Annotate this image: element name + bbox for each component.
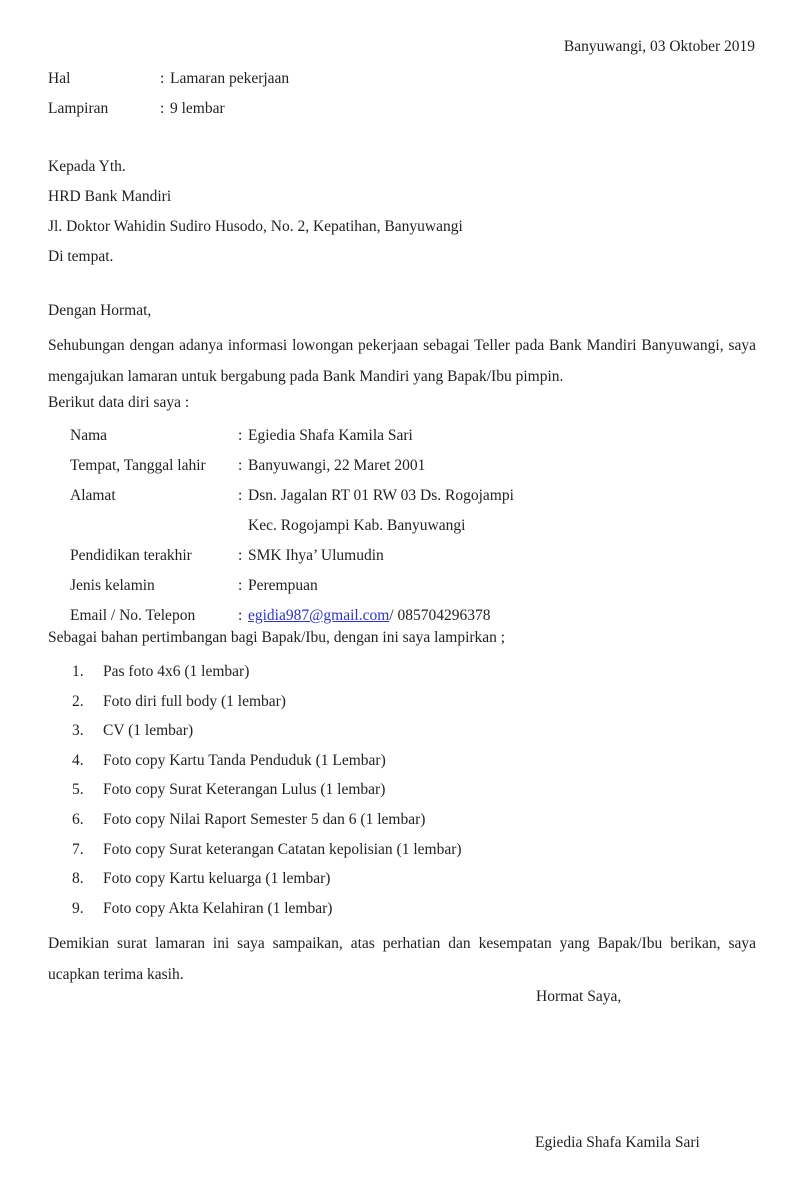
data-row-pendidikan-terakhir <box>70 541 514 571</box>
opening-paragraph: Sehubungan dengan adanya informasi lowongan pekerjaan sebagai Teller pada Bank Mandiri Banyuwangi, saya mengajukan lamaran untuk bergabung pada Bank Mandiri yang Bapak/Ibu pimpin. <box>48 337 756 385</box>
data-row-email-telepon <box>70 601 514 631</box>
header-row-hal <box>48 64 289 94</box>
list-item-label: Foto copy Surat Keterangan Lulus (1 lembar) <box>103 781 386 799</box>
list-item-label: Foto copy Nilai Raport Semester 5 dan 6 (1 lembar) <box>103 810 426 828</box>
list-item <box>72 805 462 835</box>
signature-closing: Hormat Saya, <box>536 988 622 1005</box>
list-item-label: Foto copy Surat keterangan Catatan kepolisian (1 lembar) <box>103 840 462 858</box>
recipient-line-kepada: Kepada Yth. <box>48 158 126 175</box>
salutation: Dengan Hormat, <box>48 302 152 319</box>
data-row-tempat-tanggal-lahir <box>70 451 514 481</box>
list-item-label: Foto copy Kartu Tanda Penduduk (1 Lembar) <box>103 751 386 769</box>
data-label-tempat-tanggal-lahir: Tempat, Tanggal lahir <box>70 457 206 474</box>
data-label-nama: Nama <box>70 427 108 444</box>
data-separator-alamat: : <box>238 487 243 504</box>
attachment-intro: Sebagai bahan pertimbangan bagi Bapak/Ibu, dengan ini saya lampirkan ; <box>48 629 506 646</box>
list-item-number: 5. <box>72 781 84 799</box>
list-item <box>72 746 462 776</box>
data-row-alamat <box>70 481 514 511</box>
header-value-hal: Lamaran pekerjaan <box>170 70 290 87</box>
list-item <box>72 687 462 717</box>
list-item-number: 1. <box>72 663 84 680</box>
data-row-jenis-kelamin <box>70 571 514 601</box>
data-separator-pendidikan-terakhir: : <box>238 547 243 564</box>
letter-header-block <box>48 64 289 124</box>
list-item <box>72 864 462 894</box>
personal-data-table <box>70 421 514 631</box>
closing-paragraph: Demikian surat lamaran ini saya sampaikan, atas perhatian dan kesempatan yang Bapak/Ibu berikan, saya ucapkan terima kasih. <box>48 935 756 983</box>
data-value-alamat-continued: Kec. Rogojampi Kab. Banyuwangi <box>248 517 466 534</box>
phone-number: / 085704296378 <box>389 607 491 624</box>
signature-name: Egiedia Shafa Kamila Sari <box>535 1134 700 1151</box>
data-label-alamat: Alamat <box>70 487 116 504</box>
list-item <box>72 716 462 746</box>
date-line: Banyuwangi, 03 Oktober 2019 <box>563 38 755 55</box>
list-item-number: 8. <box>72 870 84 888</box>
header-value-lampiran: 9 lembar <box>170 100 225 117</box>
recipient-line-ditempat: Di tempat. <box>48 248 114 265</box>
data-separator-email-telepon: : <box>238 607 243 624</box>
list-item-number: 3. <box>72 722 84 740</box>
list-item-number: 2. <box>72 692 84 710</box>
list-item <box>72 894 462 924</box>
data-value-tempat-tanggal-lahir: Banyuwangi, 22 Maret 2001 <box>248 457 426 474</box>
data-value-nama: Egiedia Shafa Kamila Sari <box>248 427 413 444</box>
data-row-alamat-continued <box>70 511 514 541</box>
header-label-hal: Hal <box>48 70 71 87</box>
data-value-pendidikan-terakhir: SMK Ihya’ Ulumudin <box>248 547 384 564</box>
attachment-list <box>72 657 462 923</box>
list-item-label: Foto diri full body (1 lembar) <box>103 692 286 710</box>
data-separator-tempat-tanggal-lahir: : <box>238 457 243 474</box>
list-item <box>72 775 462 805</box>
recipient-block <box>48 152 463 272</box>
recipient-line-company: HRD Bank Mandiri <box>48 188 172 205</box>
data-value-email-telepon <box>248 601 514 631</box>
header-label-lampiran: Lampiran <box>48 100 109 117</box>
personal-data-intro: Berikut data diri saya : <box>48 394 190 411</box>
list-item-label: CV (1 lembar) <box>103 722 194 740</box>
list-item-number: 7. <box>72 840 84 858</box>
list-item-number: 6. <box>72 810 84 828</box>
list-item <box>72 835 462 865</box>
data-value-alamat: Dsn. Jagalan RT 01 RW 03 Ds. Rogojampi <box>248 487 514 504</box>
data-label-pendidikan-terakhir: Pendidikan terakhir <box>70 547 192 564</box>
data-separator-jenis-kelamin: : <box>238 577 243 594</box>
data-row-nama <box>70 421 514 451</box>
list-item <box>72 657 462 687</box>
data-value-jenis-kelamin: Perempuan <box>248 577 318 594</box>
email-link[interactable]: egidia987@gmail.com <box>248 607 390 624</box>
recipient-line-address: Jl. Doktor Wahidin Sudiro Husodo, No. 2, Kepatihan, Banyuwangi <box>48 218 463 235</box>
list-item-label: Foto copy Kartu keluarga (1 lembar) <box>103 870 331 888</box>
list-item-number: 4. <box>72 751 84 769</box>
list-item-number: 9. <box>72 899 84 917</box>
header-separator-lampiran: : <box>160 100 165 117</box>
list-item-label: Pas foto 4x6 (1 lembar) <box>103 663 250 680</box>
data-label-email-telepon: Email / No. Telepon <box>70 607 196 624</box>
header-row-lampiran <box>48 94 289 124</box>
header-separator-hal: : <box>160 70 165 87</box>
list-item-label: Foto copy Akta Kelahiran (1 lembar) <box>103 899 333 917</box>
data-label-jenis-kelamin: Jenis kelamin <box>70 577 155 594</box>
data-separator-nama: : <box>238 427 243 444</box>
